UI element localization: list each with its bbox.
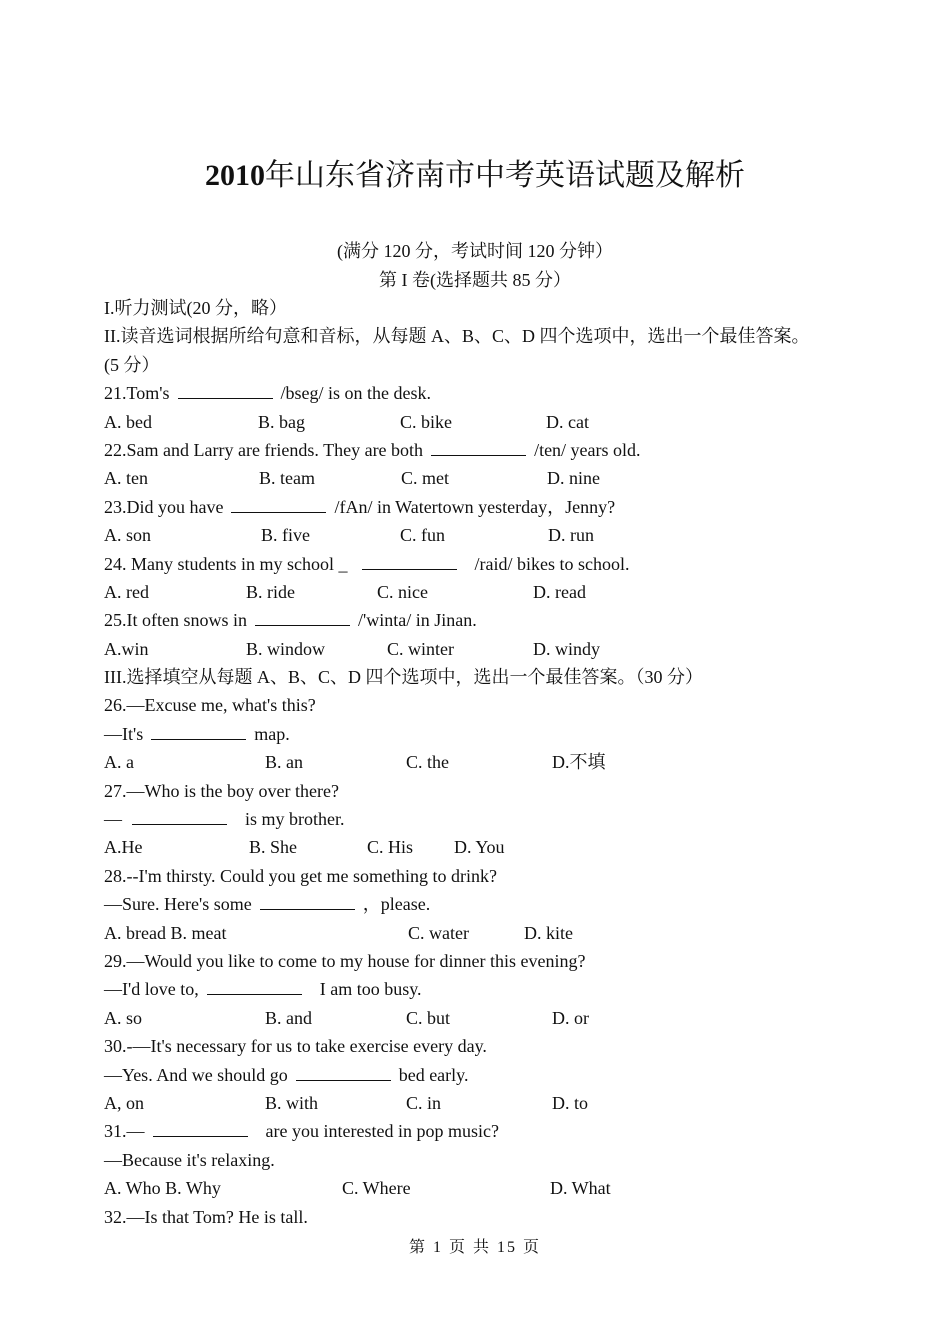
q24-stem-end: /raid/ bikes to school.	[474, 553, 630, 574]
option-a-b: A. bread B. meat	[104, 922, 227, 943]
answer-blank	[132, 806, 227, 825]
option-d: D. nine	[547, 468, 600, 489]
section-1-heading: I.听力测试(20 分，略）	[104, 298, 287, 318]
option-c: C. the	[406, 752, 449, 773]
q28-answer-line	[104, 890, 884, 918]
title-text: 年山东省济南市中考英语试题及解析	[265, 159, 745, 192]
option-d: D. or	[552, 1007, 589, 1028]
q30-answer-line	[104, 1061, 884, 1089]
answer-blank	[207, 976, 302, 995]
q29-reply: —I'd love to,	[104, 979, 199, 1000]
q25-stem: 25.It often snows in	[104, 610, 247, 631]
section-2-heading: II.读音选词根据所给句意和音标，从每题 A、B、C、D 四个选项中，选出一个最佳答案。	[104, 326, 810, 347]
question-25	[104, 606, 884, 634]
q22-options	[104, 464, 884, 492]
option-c: C. but	[406, 1007, 451, 1028]
question-22	[104, 436, 884, 464]
option-d: D. to	[552, 1092, 588, 1113]
q22-stem: 22.Sam and Larry are friends. They are both	[104, 439, 424, 460]
q27-reply-end: is my brother.	[245, 809, 345, 830]
option-d: D. kite	[524, 922, 573, 943]
q27-reply: —	[104, 809, 122, 830]
option-a: A. so	[104, 1007, 143, 1028]
q29-options	[104, 1004, 884, 1032]
option-a: A.win	[104, 638, 149, 659]
question-28: 28.--I'm thirsty. Could you get me something to drink?	[104, 865, 498, 886]
q31-stem: 31.—	[104, 1121, 145, 1142]
q31-options	[104, 1174, 884, 1202]
option-c: C. His	[367, 837, 414, 858]
q22-stem-end: /ten/ years old.	[534, 439, 641, 460]
q29-reply-end: I am too busy.	[319, 979, 422, 1000]
subtitle: (满分 120 分，考试时间 120 分钟）	[337, 241, 613, 261]
volume-heading: 第 I 卷(选择题共 85 分）	[379, 270, 571, 290]
question-24	[104, 550, 884, 578]
exam-content	[104, 294, 884, 1231]
question-21	[104, 379, 884, 407]
q24-options	[104, 578, 884, 606]
option-c: C. met	[401, 468, 449, 489]
q26-reply: —It's	[104, 723, 144, 744]
question-32: 32.—Is that Tom? He is tall.	[104, 1206, 308, 1227]
q23-stem: 23.Did you have	[104, 496, 224, 517]
q30-reply-end: bed early.	[398, 1064, 469, 1085]
option-b: B. an	[265, 752, 303, 773]
q27-options	[104, 833, 884, 861]
option-a: A, on	[104, 1092, 144, 1113]
question-30: 30.-—It's necessary for us to take exercise every day.	[104, 1036, 487, 1057]
option-d: D. read	[533, 581, 586, 602]
answer-blank	[296, 1062, 391, 1081]
q27-answer-line	[104, 805, 884, 833]
option-c: C. bike	[400, 411, 452, 432]
answer-blank	[153, 1118, 248, 1137]
option-c: C. winter	[387, 638, 454, 659]
option-b: B. bag	[258, 411, 305, 432]
option-b: B. five	[261, 525, 310, 546]
q25-options	[104, 635, 884, 663]
option-b: B. ride	[246, 581, 295, 602]
option-a: A. a	[104, 752, 134, 773]
page-title	[0, 156, 950, 196]
question-31	[104, 1117, 884, 1145]
answer-blank	[431, 437, 526, 456]
option-d: D. cat	[546, 411, 589, 432]
q29-answer-line	[104, 975, 884, 1003]
answer-blank	[362, 551, 457, 570]
q31-reply: —Because it's relaxing.	[104, 1149, 275, 1170]
option-d: D. run	[548, 525, 594, 546]
option-d: D. What	[550, 1178, 611, 1199]
option-b: B. window	[246, 638, 326, 659]
question-29: 29.—Would you like to come to my house for dinner this evening?	[104, 950, 586, 971]
q28-reply: —Sure. Here's some	[104, 894, 252, 915]
section-2-points: (5 分）	[104, 354, 160, 375]
option-a: A. bed	[104, 411, 152, 432]
question-26: 26.—Excuse me, what's this?	[104, 695, 316, 716]
section-3-heading: III.选择填空从每题 A、B、C、D 四个选项中，选出一个最佳答案。（30 分）	[104, 667, 703, 688]
q26-options	[104, 748, 884, 776]
q23-stem-end: /fAn/ in Watertown yesterday，Jenny?	[334, 496, 616, 517]
answer-blank	[255, 607, 350, 626]
option-c: C. fun	[400, 525, 445, 546]
option-a: A.He	[104, 837, 143, 858]
question-23	[104, 493, 884, 521]
answer-blank	[260, 891, 355, 910]
q30-options	[104, 1089, 884, 1117]
option-a: A. ten	[104, 468, 148, 489]
option-d: D.不填	[552, 752, 606, 773]
option-d: D. windy	[533, 638, 600, 659]
title-year: 2010	[205, 159, 265, 192]
q28-reply-end: ，please.	[362, 894, 431, 915]
q21-options	[104, 408, 884, 436]
option-d: D. You	[454, 837, 505, 858]
option-b: B. She	[249, 837, 298, 858]
option-b: B. team	[259, 468, 315, 489]
q25-stem-end: /'winta/ in Jinan.	[358, 610, 477, 631]
q30-reply: —Yes. And we should go	[104, 1064, 288, 1085]
q23-options	[104, 521, 884, 549]
option-a-b: A. Who B. Why	[104, 1178, 221, 1199]
q26-answer-line	[104, 720, 884, 748]
option-b: B. with	[265, 1092, 319, 1113]
answer-blank	[231, 494, 326, 513]
q24-stem: 24. Many students in my school _	[104, 553, 348, 574]
option-b: B. and	[265, 1007, 312, 1028]
q26-reply-end: map.	[254, 723, 290, 744]
question-27: 27.—Who is the boy over there?	[104, 780, 339, 801]
page-footer: 第 1 页 共 15 页	[408, 1239, 541, 1256]
answer-blank	[178, 380, 273, 399]
option-a: A. son	[104, 525, 152, 546]
option-c: C. in	[406, 1092, 442, 1113]
q21-stem: 21.Tom's	[104, 383, 170, 404]
option-c: C. Where	[342, 1178, 411, 1199]
q28-options	[104, 919, 884, 947]
q21-stem-end: /bseg/ is on the desk.	[280, 383, 431, 404]
option-c: C. water	[408, 922, 469, 943]
option-a: A. red	[104, 581, 149, 602]
answer-blank	[151, 721, 246, 740]
option-c: C. nice	[377, 581, 428, 602]
q31-stem-end: are you interested in pop music?	[265, 1121, 499, 1142]
